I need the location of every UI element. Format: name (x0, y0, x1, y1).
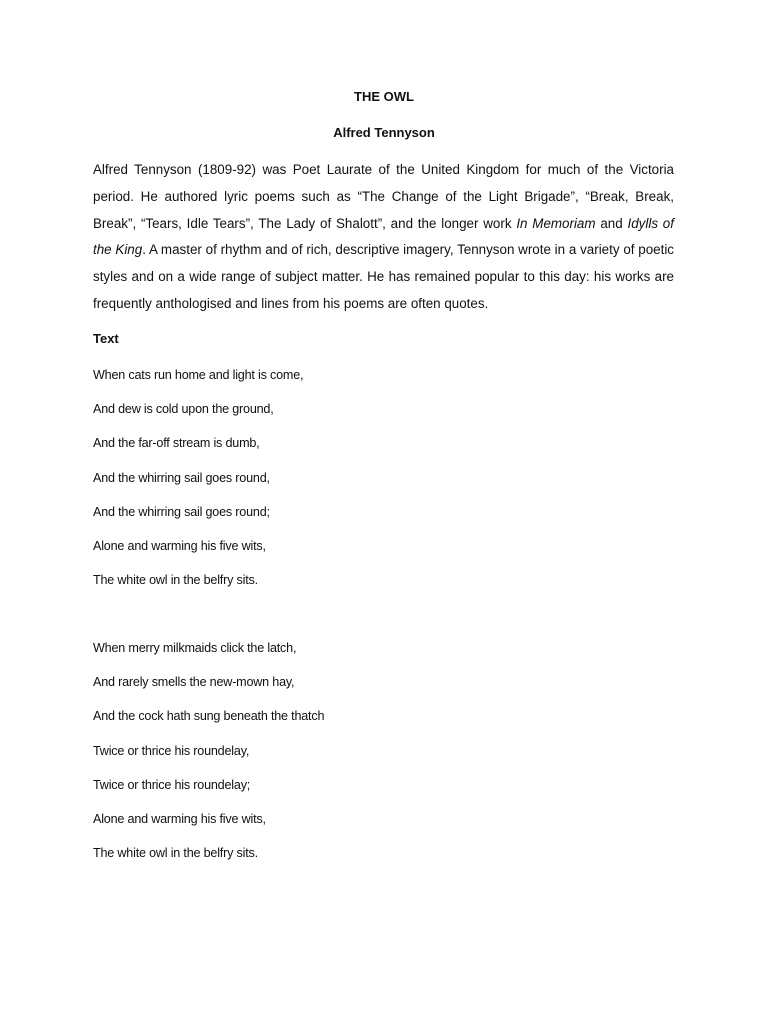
intro-work-in-memoriam: In Memoriam (516, 215, 596, 231)
verse-line: When cats run home and light is come, (93, 368, 304, 382)
author-name: Alfred Tennyson (333, 125, 435, 140)
intro-text-1: Alfred Tennyson (1809-92) was Poet Laurate of the United Kingdom for much of the Victoria period. He authored lyric poems such as “The Change of the Light Brigade”, “Break, Break, Break”, “Tears, Idle Tears”, The Lady of Shalott”, and the longer work (93, 162, 674, 231)
verse-line: And the whirring sail goes round; (93, 504, 270, 519)
verse-line: Alone and warming his five wits, (93, 811, 266, 826)
verse-line: And the cock hath sung beneath the thatch (93, 709, 325, 724)
verse-line: The white owl in the belfry sits. (93, 846, 258, 861)
verse-line: Twice or thrice his roundelay, (93, 743, 250, 758)
verse-line: Twice or thrice his roundelay; (93, 777, 251, 792)
intro-text-2: . A master of rhythm and of rich, descriptive imagery, Tennyson wrote in a variety of poetic styles and on a wide range of subject matter. He has remained popular to this day: his works are frequently anthologised and lines from his poems are often quotes. (93, 242, 674, 311)
verse-line: And the whirring sail goes round, (93, 470, 270, 485)
poem-title: THE OWL (354, 89, 414, 104)
section-heading-text: Text (93, 331, 119, 346)
verse-line: Alone and warming his five wits, (93, 538, 266, 553)
intro-paragraph (93, 157, 674, 318)
verse-line: When merry milkmaids click the latch, (93, 641, 297, 655)
intro-work-idylls: Idylls of the King (93, 215, 674, 258)
verse-line: The white owl in the belfry sits. (93, 573, 258, 588)
verse-line: And the far-off stream is dumb, (93, 436, 260, 451)
verse-line: And rarely smells the new-mown hay, (93, 675, 295, 690)
verse-line: And dew is cold upon the ground, (93, 402, 274, 417)
intro-text-and: and (595, 215, 628, 231)
stanza-2 (93, 640, 653, 879)
stanza-1 (93, 367, 653, 606)
